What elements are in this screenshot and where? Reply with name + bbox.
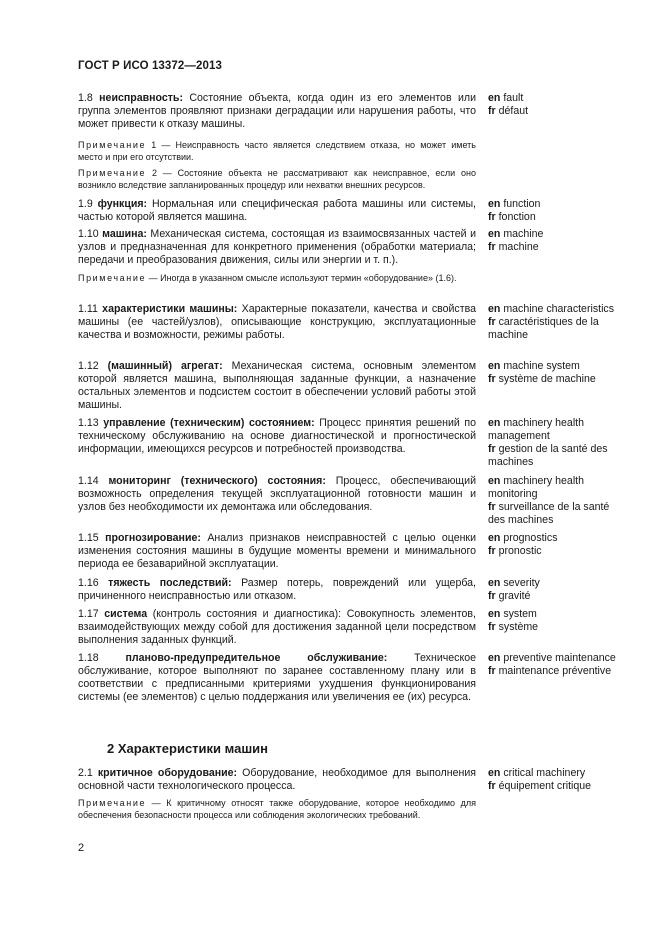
entry-number: 1.17 bbox=[78, 608, 99, 620]
entry-term: управление (техническим) состоянием: bbox=[103, 417, 315, 429]
entry-number: 1.10 bbox=[78, 228, 99, 240]
term-fr: fonction bbox=[498, 211, 536, 223]
terms-1-11 bbox=[488, 303, 628, 342]
entry-number: 1.12 bbox=[78, 360, 99, 372]
lang-fr: fr bbox=[488, 373, 496, 385]
entry-definition: Состояние объекта, когда один из его элементов или группа элементов проявляют признаки деградации или нарушения работы, что может привести к отказу машины. bbox=[78, 92, 476, 130]
term-en: critical machinery bbox=[503, 767, 586, 779]
term-en: preventive maintenance bbox=[503, 652, 616, 664]
term-en: machinery health management bbox=[488, 417, 585, 442]
terms-1-10 bbox=[488, 228, 628, 254]
lang-en: en bbox=[488, 92, 501, 104]
term-en: severity bbox=[503, 577, 540, 589]
lang-fr: fr bbox=[488, 590, 496, 602]
note-2-1 bbox=[78, 797, 476, 821]
entry-number: 1.18 bbox=[78, 652, 99, 664]
note-label: Примечание bbox=[78, 168, 147, 178]
entry-1-11 bbox=[78, 303, 476, 342]
entry-2-1 bbox=[78, 767, 476, 793]
note-text: — К критичному относят также оборудование, которое необходимо для обеспечения безопасности процесса или соблюдения экологических требований. bbox=[78, 798, 476, 820]
note-text: 1 — Неисправность часто является следствием отказа, но может иметь место и при его отсутствии. bbox=[78, 140, 476, 162]
lang-fr: fr bbox=[488, 211, 496, 223]
standard-header: ГОСТ Р ИСО 13372—2013 bbox=[78, 60, 223, 72]
entry-term: мониторинг (технического) состояния: bbox=[108, 475, 326, 487]
entry-number: 1.8 bbox=[78, 92, 93, 104]
terms-1-18 bbox=[488, 652, 628, 678]
lang-en: en bbox=[488, 198, 501, 210]
note-1-10 bbox=[78, 272, 476, 284]
term-fr: équipement critique bbox=[498, 780, 592, 792]
entry-term: (машинный) агрегат: bbox=[107, 360, 223, 372]
term-fr: surveillance de la santé des machines bbox=[488, 501, 610, 526]
entry-1-16 bbox=[78, 577, 476, 603]
entry-term: прогнозирование: bbox=[105, 532, 201, 544]
entry-term: неисправность: bbox=[99, 92, 183, 104]
term-fr: gravité bbox=[498, 590, 531, 602]
entry-1-13 bbox=[78, 417, 476, 456]
entry-definition: Характерные показатели, качества и свойства машины (ее частей/узлов), описывающие конструкцию, эксплуатационные качества и возможности, режимы работы. bbox=[78, 303, 476, 341]
terms-1-15 bbox=[488, 532, 628, 558]
lang-en: en bbox=[488, 360, 501, 372]
lang-en: en bbox=[488, 303, 501, 315]
lang-fr: fr bbox=[488, 780, 496, 792]
term-en: machine characteristics bbox=[503, 303, 615, 315]
term-fr: machine bbox=[498, 241, 539, 253]
entry-1-14 bbox=[78, 475, 476, 514]
entry-number: 1.11 bbox=[78, 303, 98, 315]
term-en: prognostics bbox=[503, 532, 558, 544]
entry-definition: Анализ признаков неисправностей с целью оценки изменения состояния машины в будущие моменты времени и минимального периода ее безаварийной эксплуатации. bbox=[78, 532, 476, 570]
entry-definition: Нормальная или специфическая работа машины или системы, частью которой является машина. bbox=[78, 198, 476, 223]
entry-definition: Механическая система, состоящая из взаимосвязанных частей и узлов и предназначенная для конкретного применения (обработки материала; передачи и преобразования движения, силы или энергии и т. п.). bbox=[78, 228, 476, 266]
note-text: 2 — Состояние объекта не рассматривают как неисправное, если оно возникло вследствие запланированных процедур или нехватки внешних ресурсов. bbox=[78, 168, 476, 190]
entry-term: планово-предупредительное обслуживание: bbox=[125, 652, 388, 664]
entry-number: 1.14 bbox=[78, 475, 99, 487]
term-fr: gestion de la santé des machines bbox=[488, 443, 608, 468]
entry-number: 1.9 bbox=[78, 198, 93, 210]
entry-definition: Механическая система, основным элементом которой является машина, выполняющая заданные функции, а назначение остальных элементов и подсистем состоит в обеспечении условий работы этой машины. bbox=[78, 360, 476, 411]
entry-definition: Процесс принятия решений по техническому обслуживанию на основе диагностической и прогностической информации, имеющихся ресурсов и потребностей производства. bbox=[78, 417, 476, 455]
term-en: machinery health monitoring bbox=[488, 475, 585, 500]
lang-en: en bbox=[488, 577, 501, 589]
entry-number: 2.1 bbox=[78, 767, 93, 779]
term-en: machine bbox=[503, 228, 544, 240]
terms-1-13 bbox=[488, 417, 628, 469]
note-label: Примечание bbox=[78, 273, 147, 283]
lang-en: en bbox=[488, 652, 501, 664]
terms-2-1 bbox=[488, 767, 628, 793]
entry-definition: Оборудование, необходимое для выполнения основной части технологического процесса. bbox=[78, 767, 476, 792]
term-fr: pronostic bbox=[498, 545, 542, 557]
note-1-8-1 bbox=[78, 139, 476, 163]
entry-1-17 bbox=[78, 608, 476, 647]
terms-1-14 bbox=[488, 475, 628, 527]
lang-fr: fr bbox=[488, 105, 496, 117]
entry-number: 1.16 bbox=[78, 577, 99, 589]
lang-en: en bbox=[488, 475, 501, 487]
term-fr: caractéristiques de la machine bbox=[488, 316, 599, 341]
terms-1-8 bbox=[488, 92, 628, 118]
lang-fr: fr bbox=[488, 316, 496, 328]
entry-1-9 bbox=[78, 198, 476, 224]
entry-term: система bbox=[104, 608, 148, 620]
entry-term: критичное оборудование: bbox=[97, 767, 238, 779]
section-heading: 2 Характеристики машин bbox=[107, 741, 269, 756]
page-number: 2 bbox=[78, 842, 85, 854]
term-fr: défaut bbox=[498, 105, 529, 117]
note-label: Примечание bbox=[78, 798, 147, 808]
entry-1-12 bbox=[78, 360, 476, 412]
entry-term: характеристики машины: bbox=[102, 303, 238, 315]
lang-en: en bbox=[488, 228, 501, 240]
entry-number: 1.13 bbox=[78, 417, 99, 429]
lang-fr: fr bbox=[488, 241, 496, 253]
lang-fr: fr bbox=[488, 665, 496, 677]
entry-number: 1.15 bbox=[78, 532, 99, 544]
term-en: fault bbox=[503, 92, 524, 104]
terms-1-12 bbox=[488, 360, 628, 386]
entry-definition: Процесс, обеспечивающий возможность определения текущей эксплуатационной готовности машин и узлов без необходимости их демонтажа или обследования. bbox=[78, 475, 476, 513]
note-label: Примечание bbox=[78, 140, 147, 150]
entry-definition: (контроль состояния и диагностика): Совокупность элементов, взаимодействующих между собой для достижения заданной цели посредством выполнения заданных функций. bbox=[78, 608, 476, 646]
lang-fr: fr bbox=[488, 501, 496, 513]
entry-1-15 bbox=[78, 532, 476, 571]
entry-1-10 bbox=[78, 228, 476, 267]
entry-definition: Техническое обслуживание, которое выполняют по заранее составленному плану или в соответствии с предписанными критериями ухудшения функционирования системы (ее элементов) с целью поддержания или увеличения ее (их) ресурса. bbox=[78, 652, 476, 703]
lang-fr: fr bbox=[488, 443, 496, 455]
entry-term: машина: bbox=[102, 228, 147, 240]
entry-term: тяжесть последствий: bbox=[108, 577, 232, 589]
entry-1-8 bbox=[78, 92, 476, 131]
lang-fr: fr bbox=[488, 545, 496, 557]
term-fr: système de machine bbox=[498, 373, 596, 385]
lang-en: en bbox=[488, 532, 501, 544]
entry-definition: Размер потерь, повреждений или ущерба, причиненного неисправностью или отказом. bbox=[78, 577, 477, 602]
term-en: system bbox=[503, 608, 537, 620]
term-en: machine system bbox=[503, 360, 580, 372]
terms-1-17 bbox=[488, 608, 628, 634]
lang-en: en bbox=[488, 767, 501, 779]
lang-en: en bbox=[488, 608, 501, 620]
note-1-8-2 bbox=[78, 167, 476, 191]
term-en: function bbox=[503, 198, 541, 210]
terms-1-9 bbox=[488, 198, 628, 224]
lang-en: en bbox=[488, 417, 501, 429]
note-text: — Иногда в указанном смысле используют термин «оборудование» (1.6). bbox=[146, 273, 457, 283]
entry-1-18 bbox=[78, 652, 476, 704]
term-fr: système bbox=[498, 621, 539, 633]
term-fr: maintenance préventive bbox=[498, 665, 612, 677]
entry-term: функция: bbox=[97, 198, 148, 210]
terms-1-16 bbox=[488, 577, 628, 603]
lang-fr: fr bbox=[488, 621, 496, 633]
